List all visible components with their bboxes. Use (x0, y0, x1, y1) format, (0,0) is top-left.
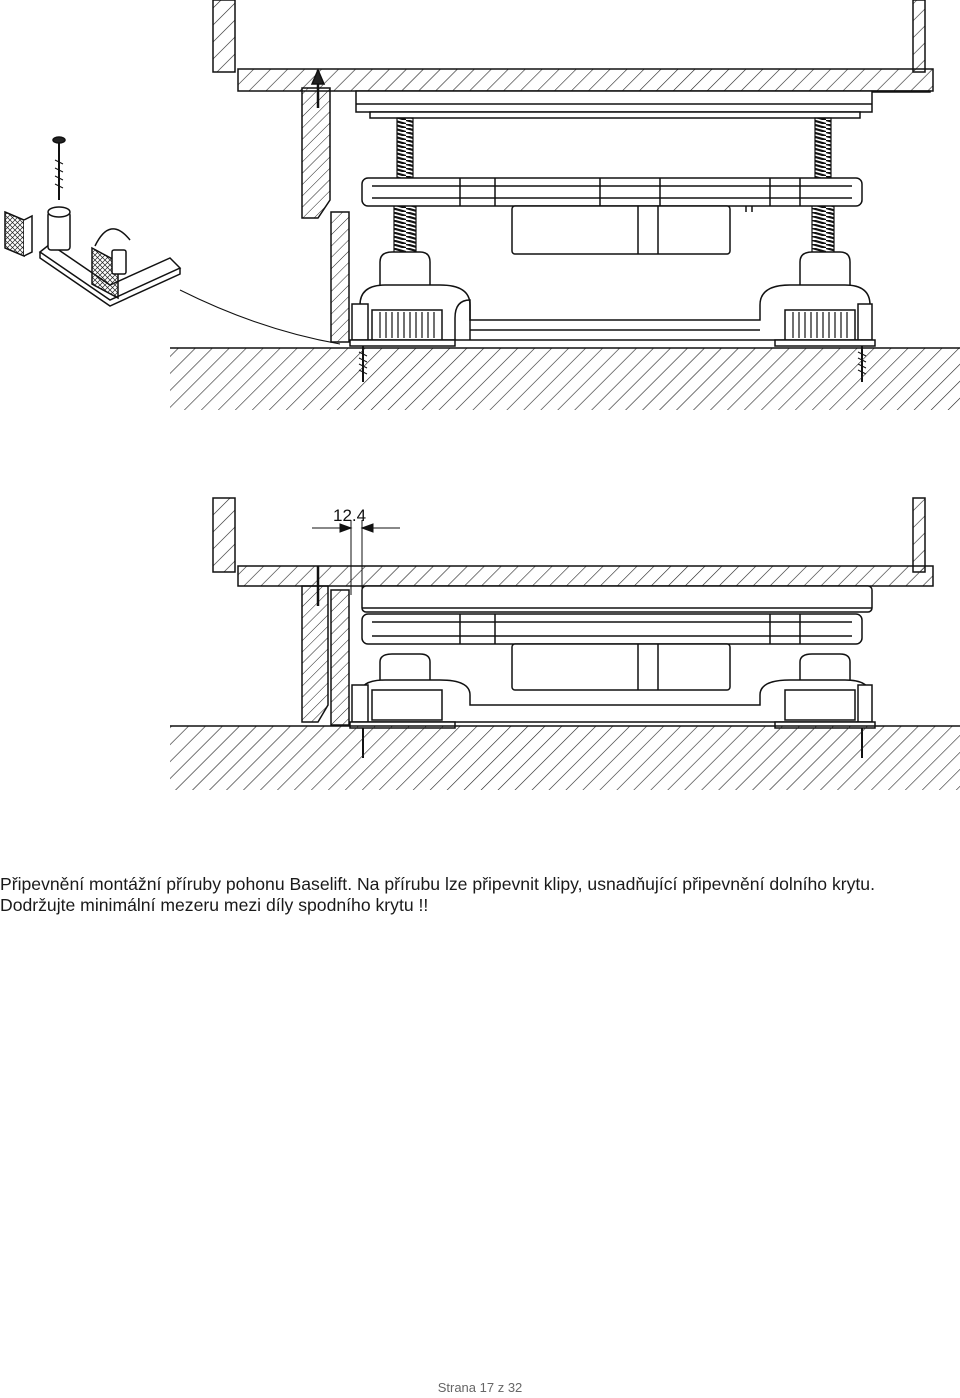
page-number: Strana 17 z 32 (437, 1380, 523, 1395)
installation-drawing-top (0, 0, 960, 415)
cabinet-walls (213, 498, 925, 572)
lift-middle-plate (362, 178, 862, 254)
lift-top-plate (356, 91, 930, 118)
lift-base (350, 252, 875, 346)
cabinet-shelf (238, 566, 933, 586)
installation-drawing-bottom (0, 490, 960, 795)
cabinet-walls (213, 0, 925, 72)
floor-section (170, 348, 960, 410)
figure-caption: Připevnění montážní příruby pohonu Baselift. Na přírubu lze připevnit klipy, usnadňující připevnění dolního krytu. Dodržujte minimální mezeru mezi díly spodního krytu !! (0, 874, 875, 915)
cabinet-shelf (238, 69, 933, 91)
flange-clip-detail (5, 137, 340, 344)
toe-kick-panel (302, 566, 349, 725)
gap-dimension-label: 12.4 (333, 506, 367, 525)
floor-section (170, 726, 960, 790)
toe-kick-panel (302, 70, 349, 342)
lift-lowered (350, 586, 875, 728)
